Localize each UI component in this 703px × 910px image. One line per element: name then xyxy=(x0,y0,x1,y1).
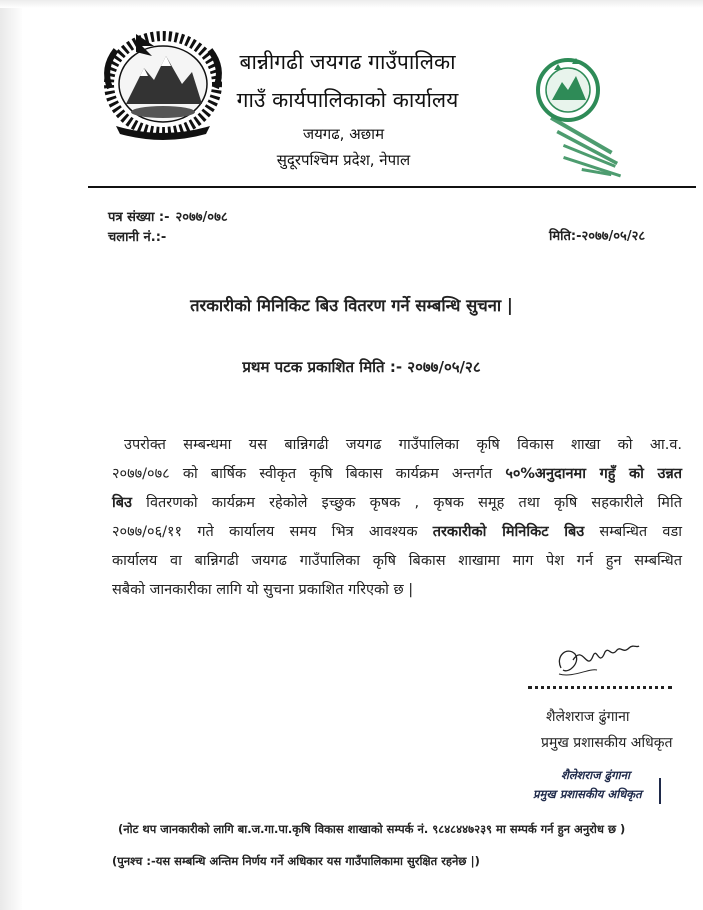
body-line-3 xyxy=(112,492,682,512)
body-text: सम्बन्धित वडा xyxy=(584,524,683,540)
office-province: सुदूरपश्चिम प्रदेश, नेपाल xyxy=(276,151,411,169)
body-text: २०७७/०७८ को बार्षिक स्वीकृत कृषि बिकास कार्यक्रम अन्तर्गत xyxy=(112,466,506,482)
body-line-4 xyxy=(112,521,682,541)
letter-date: मिति:-२०७७/०५/२८ xyxy=(549,229,646,244)
stamp-name: शैलेशराज ढुंगाना xyxy=(561,768,630,782)
scan-top-shadow xyxy=(0,0,703,8)
signer-name: शैलेशराज ढुंगाना xyxy=(546,709,630,725)
body-bold-text: तरकारीको मिनिकिट बिउ xyxy=(432,524,585,540)
office-location: जयगढ, अछाम xyxy=(302,125,385,143)
body-line-1: उपरोक्त सम्बन्धमा यस बान्निगढी जयगढ गाउँपालिका कृषि विकास शाखा को आ.व. xyxy=(124,437,682,453)
name-stamp xyxy=(531,766,663,806)
dispatch-number-label: चलानी नं.:- xyxy=(108,230,167,245)
letter-number xyxy=(108,207,228,225)
body-text: वितरणको कार्यक्रम रहेकोले इच्छुक कृषक , कृषक समूह तथा कृषि सहकारीले मिति xyxy=(131,495,682,511)
first-published-date: प्रथम पटक प्रकाशित मिति :- २०७७/०५/२८ xyxy=(242,358,481,376)
body-line-5: कार्यालय वा बान्निगढी जयगढ गाउँपालिका कृषि बिकास शाखामा माग पेश गर्न हुन सम्बन्धित xyxy=(112,553,682,569)
contact-note: (नोट थप जानकारीको लागि बा.ज.गा.पा.कृषि विकास शाखाको सम्पर्क नं. ९८४८४४७२३९ मा सम्पर्क गर्न हुन अनुरोध छ ) xyxy=(118,822,626,836)
body-line-6: सबैको जानकारीका लागि यो सुचना प्रकाशित गरिएको छ | xyxy=(112,582,414,598)
handwritten-signature xyxy=(553,638,643,688)
body-text: २०७७/०६/११ गते कार्यालय समय भित्र आवश्यक xyxy=(112,524,433,540)
letter-number-value: २०७७/०७८ xyxy=(175,210,228,225)
stamp-title: प्रमुख प्रशासकीय अधिकृत xyxy=(533,787,642,801)
notice-subject: तरकारीको मिनिकिट बिउ वितरण गर्ने सम्बन्धि सुचना | xyxy=(190,296,513,315)
body-bold-text: ५०%अनुदानमा गहुँ को उन्नत xyxy=(505,466,682,482)
letter-number-label: पत्र संख्या :- xyxy=(108,210,170,225)
signature-line xyxy=(528,686,672,689)
body-bold-text: बिउ xyxy=(112,495,132,511)
office-subtitle: गाउँ कार्यपालिकाको कार्यालय xyxy=(236,88,459,112)
body-line-2 xyxy=(112,463,682,483)
postscript-note: (पुनश्च :-यस सम्बन्धि अन्तिम निर्णय गर्ने अधिकार यस गाउँपालिकामा सुरक्षित रहनेछ |) xyxy=(112,854,480,868)
header-divider xyxy=(88,186,696,188)
office-name: बान्नीगढी जयगढ गाउँपालिका xyxy=(239,50,456,74)
signer-title: प्रमुख प्रशासकीय अधिकृत xyxy=(541,735,673,751)
stamp-bar xyxy=(659,778,661,804)
